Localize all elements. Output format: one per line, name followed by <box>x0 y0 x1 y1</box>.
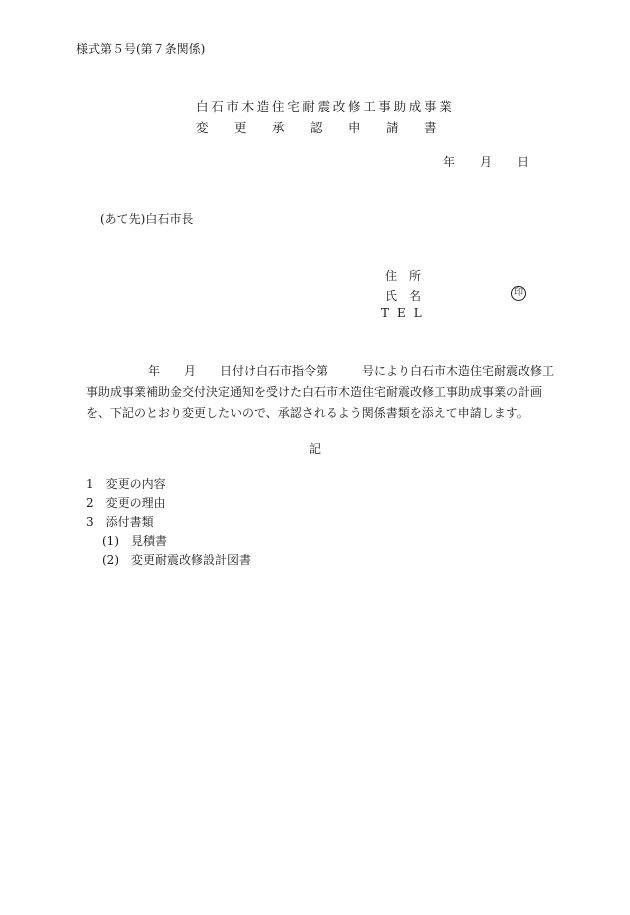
recipient: (あて先)白石市長 <box>100 212 194 226</box>
subtitle-char: 変 <box>196 120 209 135</box>
subtitle-char: 書 <box>424 120 437 135</box>
item-text: 変更の理由 <box>105 496 166 510</box>
list-item <box>86 532 251 551</box>
subtitle-char: 認 <box>310 120 323 135</box>
date-year: 年 <box>443 155 456 169</box>
address-label: 住所 <box>385 269 434 283</box>
item-number: 1 <box>86 477 94 491</box>
item-text: 添付書類 <box>105 515 154 529</box>
document-subtitle <box>196 118 437 136</box>
body-number-part: 号により白石市木造住宅耐震改修工 <box>362 364 555 378</box>
name-label: 氏名 <box>385 289 434 303</box>
list-item <box>86 513 251 532</box>
form-number: 様式第５号(第７条関係) <box>76 42 206 56</box>
subtitle-char: 申 <box>348 120 361 135</box>
body-line-1 <box>86 361 555 382</box>
item-number: 2 <box>86 496 94 510</box>
body-day-part: 日付け白石市指令第 <box>220 364 329 378</box>
item-number: 3 <box>86 515 94 529</box>
date-month: 月 <box>480 155 493 169</box>
seal-mark: 印 <box>511 286 526 301</box>
item-list <box>86 475 251 570</box>
list-item <box>86 551 251 570</box>
body-paragraph <box>86 361 555 424</box>
document-title: 白石市木造住宅耐震改修工事助成事業 <box>196 99 455 114</box>
list-item <box>86 494 251 513</box>
item-number: (1) <box>102 534 119 548</box>
item-number: (2) <box>102 553 119 567</box>
subtitle-char: 請 <box>386 120 399 135</box>
body-year: 年 <box>148 364 161 378</box>
body-line-2: 事助成事業補助金交付決定通知を受けた白石市木造住宅耐震改修工事助成事業の計画 <box>86 385 543 399</box>
item-text: 変更の内容 <box>105 477 166 491</box>
item-text: 変更耐震改修設計図書 <box>131 553 252 567</box>
body-line-3: を、下記のとおり変更したいので、承認されるよう関係書類を添えて申請します。 <box>86 406 529 420</box>
subtitle-char: 更 <box>234 120 247 135</box>
ki-heading: 記 <box>309 442 322 456</box>
tel-label: TEL <box>381 306 430 320</box>
date-line <box>443 153 529 170</box>
item-text: 見積書 <box>131 534 168 548</box>
subtitle-char: 承 <box>272 120 285 135</box>
list-item <box>86 475 251 494</box>
date-day: 日 <box>517 155 530 169</box>
body-month: 月 <box>184 364 197 378</box>
